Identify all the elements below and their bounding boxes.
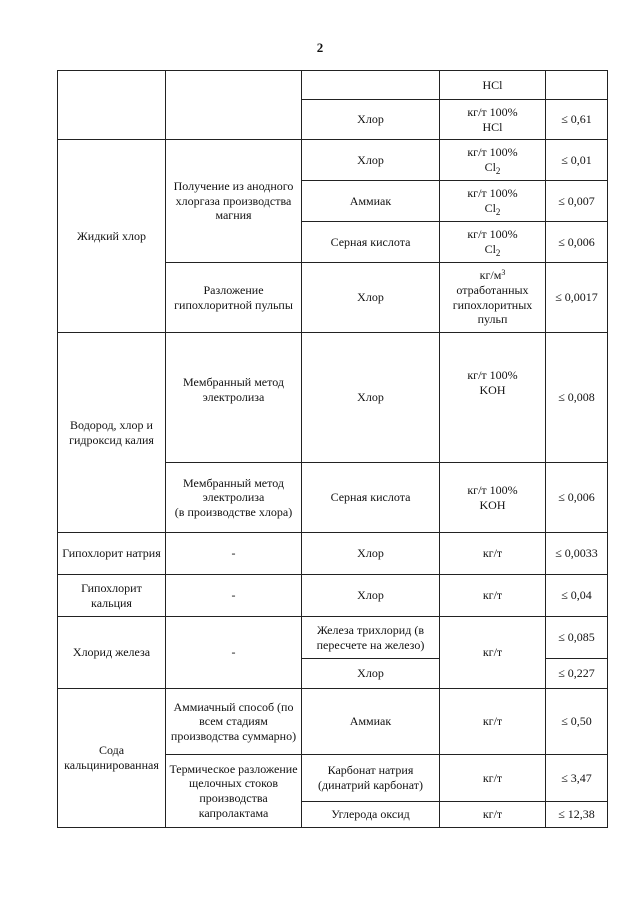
process-cell: Аммиачный способ (по всем стадиям производства суммарно) [166,689,302,755]
substance-cell [302,71,440,100]
value-cell: ≤ 0,007 [546,181,608,222]
unit-cell: кг/т 100% $Cl_2$ [440,181,546,222]
substance-cell: Железа трихлорид (в пересчете на железо) [302,617,440,659]
unit-cell: кг/т [440,755,546,802]
substance-cell: Хлор [302,659,440,689]
product-cell [58,71,166,140]
value-cell: ≤ 0,085 [546,617,608,659]
value-cell: ≤ 0,227 [546,659,608,689]
unit-cell: кг/т 100% HCl [440,100,546,140]
value-cell [546,71,608,100]
unit-cell: кг/т [440,802,546,828]
value-cell: ≤ 0,0017 [546,263,608,333]
substance-cell: Аммиак [302,181,440,222]
substance-cell: Серная кислота [302,463,440,533]
unit-cell: кг/т 100% $Cl_2$ [440,140,546,181]
process-cell: Термическое разложение щелочных стоков производства капролактама [166,755,302,828]
page-number: 2 [316,40,324,55]
unit-cell: кг/т [440,533,546,575]
product-cell: Гипохлорит кальция [58,575,166,617]
process-cell: - [166,617,302,689]
process-cell [166,71,302,140]
table-row [58,71,608,100]
unit-cell: кг/т [440,617,546,689]
value-cell: ≤ 0,008 [546,333,608,463]
value-cell: ≤ 0,04 [546,575,608,617]
unit-cell: кг/т [440,689,546,755]
substance-cell: Карбонат натрия (динатрий карбонат) [302,755,440,802]
substance-cell: Хлор [302,263,440,333]
product-cell: Хлорид железа [58,617,166,689]
substance-cell: Серная кислота [302,222,440,263]
product-cell: Сода кальцинированная [58,689,166,828]
value-cell: ≤ 0,50 [546,689,608,755]
substance-cell: Аммиак [302,689,440,755]
table-row [58,140,608,181]
substance-cell: Хлор [302,140,440,181]
unit-cell: кг/т 100% $Cl_2$ [440,222,546,263]
process-cell: Мембранный метод электролиза (в производстве хлора) [166,463,302,533]
process-cell: Получение из анодного хлоргаза производства магния [166,140,302,263]
table-row [58,533,608,575]
table-row [58,333,608,463]
value-cell: ≤ 0,61 [546,100,608,140]
unit-cell: HCl [440,71,546,100]
value-cell: ≤ 3,47 [546,755,608,802]
process-cell: Разложение гипохлоритной пульпы [166,263,302,333]
value-cell: ≤ 0,006 [546,463,608,533]
unit-cell: кг/т 100% KOH [440,333,546,463]
unit-cell: кг/т [440,575,546,617]
unit-cell: кг/т 100% KOH [440,463,546,533]
product-cell: Водород, хлор и гидроксид калия [58,333,166,533]
table-row [58,689,608,755]
process-cell: - [166,575,302,617]
substance-cell: Хлор [302,533,440,575]
process-cell: - [166,533,302,575]
product-cell: Гипохлорит натрия [58,533,166,575]
process-cell: Мембранный метод электролиза [166,333,302,463]
substance-cell: Углерода оксид [302,802,440,828]
substance-cell: Хлор [302,333,440,463]
value-cell: ≤ 0,0033 [546,533,608,575]
substance-cell: Хлор [302,575,440,617]
unit-cell: $кг/м^3$ отработанных гипохлоритных пульп [440,263,546,333]
value-cell: ≤ 0,006 [546,222,608,263]
product-cell: Жидкий хлор [58,140,166,333]
value-cell: ≤ 12,38 [546,802,608,828]
substance-cell: Хлор [302,100,440,140]
value-cell: ≤ 0,01 [546,140,608,181]
table-row [58,575,608,617]
emission-norms-table [57,70,608,828]
table-row [58,617,608,659]
